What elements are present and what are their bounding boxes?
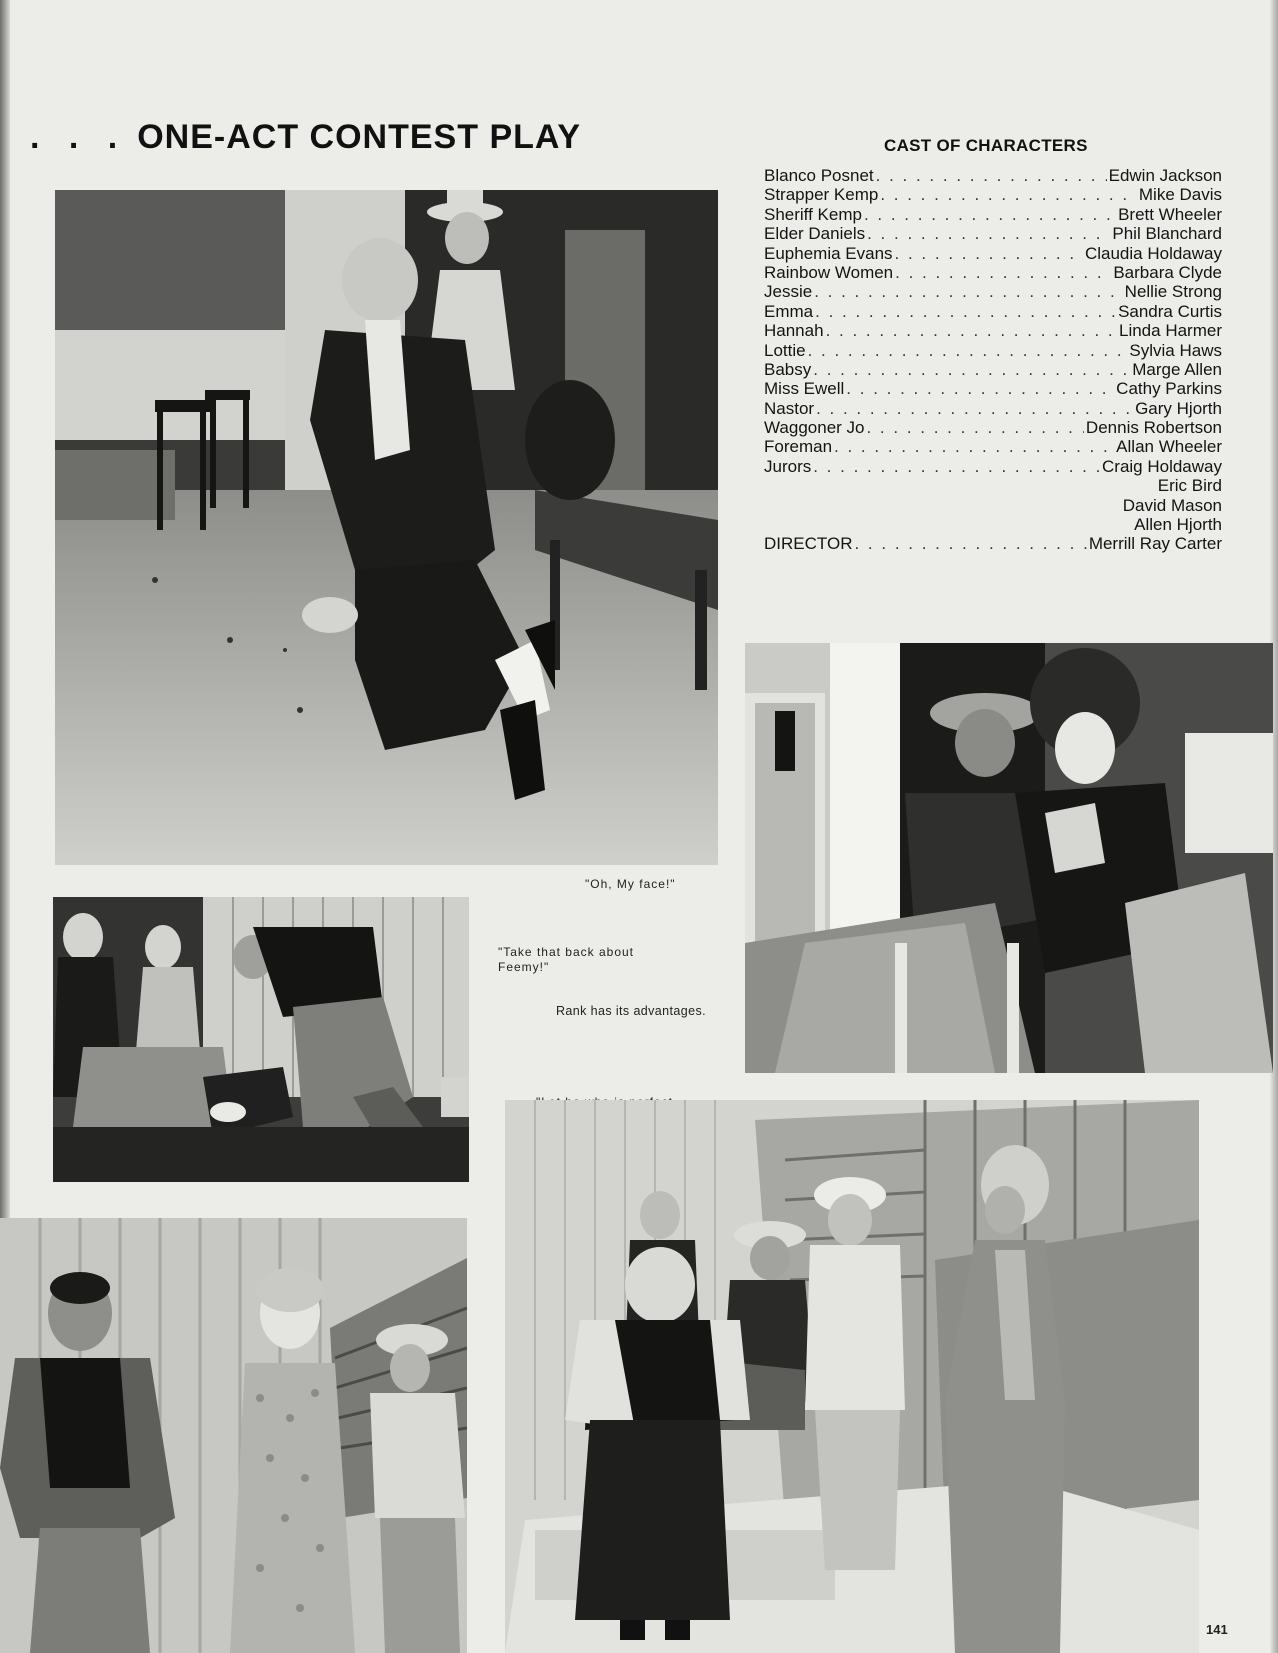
cast-actor: Dennis Robertson: [1085, 418, 1222, 438]
cast-role: Jurors: [764, 456, 812, 476]
cast-role: Waggoner Jo: [764, 418, 865, 438]
cast-actor: David Mason: [1122, 495, 1222, 515]
cast-actor: Claudia Holdaway: [1084, 243, 1222, 263]
cast-row: [764, 399, 1222, 418]
cast-role: Babsy: [764, 359, 812, 379]
cast-row: [764, 166, 1222, 185]
cast-row-juror: [764, 496, 1222, 515]
cast-actor: Marge Allen: [1132, 359, 1222, 379]
cast-row-director: [764, 534, 1222, 553]
cast-actor: Sylvia Haws: [1129, 340, 1222, 360]
dot-leader: [866, 418, 1083, 437]
cast-row: [764, 437, 1222, 456]
cast-row-juror: [764, 515, 1222, 534]
dot-leader: [815, 302, 1116, 321]
page-number: 141: [1206, 1622, 1228, 1637]
cast-actor: Gary Hjorth: [1135, 398, 1222, 418]
cast-role: Emma: [764, 301, 814, 321]
photo-struggle-scene: [53, 897, 469, 1182]
caption-rank: Rank has its advantages.: [556, 1004, 706, 1018]
dot-leader: [814, 282, 1122, 301]
cast-row: [764, 360, 1222, 379]
cast-role: Nastor: [764, 398, 815, 418]
cast-actor: Brett Wheeler: [1118, 204, 1222, 224]
cast-actor: Craig Holdaway: [1102, 456, 1222, 476]
photo-couple-seated: [745, 643, 1273, 1073]
cast-actor: Allen Hjorth: [1134, 515, 1222, 535]
cast-actor: Mike Davis: [1138, 185, 1222, 205]
cast-role: Hannah: [764, 321, 824, 341]
cast-row: [764, 185, 1222, 204]
cast-row: [764, 263, 1222, 282]
cast-role: DIRECTOR: [764, 534, 853, 554]
cast-role: Lottie: [764, 340, 806, 360]
cast-row: [764, 379, 1222, 398]
cast-role: Rainbow Women: [764, 262, 894, 282]
caption-oh-my-face: "Oh, My face!": [585, 877, 676, 891]
cast-row: [764, 224, 1222, 243]
cast-row: [764, 457, 1222, 476]
cast-row: [764, 341, 1222, 360]
cast-actor: Phil Blanchard: [1112, 224, 1222, 244]
dot-leader: [867, 224, 1110, 243]
dot-leader: [864, 205, 1116, 224]
cast-actor: Barbara Clyde: [1113, 262, 1222, 282]
cast-title: CAST OF CHARACTERS: [884, 136, 1088, 155]
headline-text: ONE-ACT CONTEST PLAY: [137, 118, 582, 156]
cast-actor: Sandra Curtis: [1118, 301, 1222, 321]
dot-leader: [813, 360, 1130, 379]
headline-ellipsis: . . .: [30, 118, 128, 156]
dot-leader: [895, 263, 1111, 282]
page-headline: [30, 118, 581, 157]
cast-actor: Nellie Strong: [1124, 282, 1222, 302]
dot-leader: [813, 457, 1100, 476]
dot-leader: [834, 437, 1114, 456]
cast-row: [764, 282, 1222, 301]
cast-row: [764, 302, 1222, 321]
cast-row: [764, 321, 1222, 340]
cast-role: Sheriff Kemp: [764, 204, 862, 224]
dot-leader: [876, 166, 1107, 185]
cast-role: Blanco Posnet: [764, 166, 874, 185]
cast-actor: Eric Bird: [1157, 476, 1222, 496]
cast-row: [764, 418, 1222, 437]
dot-leader: [854, 534, 1086, 553]
cast-actor: Cathy Parkins: [1116, 379, 1222, 399]
cast-role: Euphemia Evans: [764, 243, 893, 263]
cast-row: [764, 244, 1222, 263]
cast-role: Elder Daniels: [764, 224, 866, 244]
cast-row: [764, 205, 1222, 224]
dot-leader: [826, 321, 1117, 340]
dot-leader: [880, 185, 1137, 204]
photo-stage-three-actors: [0, 1218, 467, 1653]
cast-role: Strapper Kemp: [764, 185, 879, 205]
cast-role: Jessie: [764, 282, 813, 302]
dot-leader: [895, 244, 1083, 263]
dot-leader: [846, 379, 1114, 398]
dot-leader: [816, 399, 1133, 418]
cast-actor: Edwin Jackson: [1108, 166, 1222, 185]
photo-let-he-who-is-perfect: [505, 1100, 1199, 1653]
cast-actor: Allan Wheeler: [1116, 437, 1222, 457]
dot-leader: [808, 341, 1128, 360]
cast-actor: Merrill Ray Carter: [1088, 534, 1222, 554]
photo-jumping-actor: [55, 190, 718, 865]
caption-take-that-back: "Take that back about Feemy!": [498, 945, 635, 974]
cast-actor: Linda Harmer: [1119, 321, 1222, 341]
cast-row-juror: [764, 476, 1222, 495]
cast-role: Foreman: [764, 437, 833, 457]
cast-role: Miss Ewell: [764, 379, 845, 399]
cast-list: [764, 166, 1222, 554]
